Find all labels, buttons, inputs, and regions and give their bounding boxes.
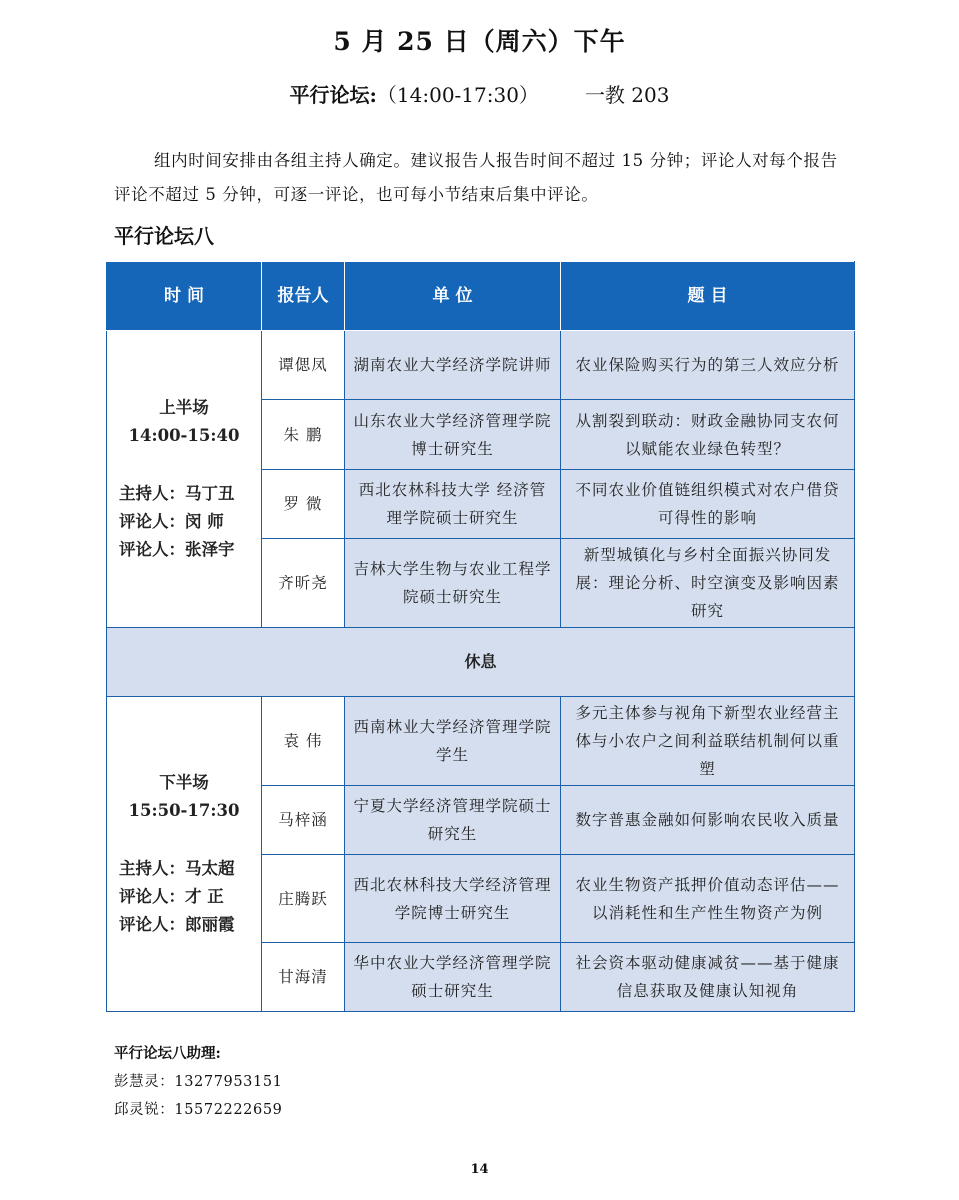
session-commentator: 评论人：才 正: [119, 887, 224, 906]
break-label: 休息: [107, 628, 855, 697]
talk-topic: 不同农业价值链组织模式对农户借贷可得性的影响: [561, 470, 855, 539]
speaker-unit: 西北农林科技大学 经济管理学院硕士研究生: [345, 470, 561, 539]
speaker-name: 甘海清: [262, 943, 345, 1012]
table-row: [107, 331, 855, 400]
talk-topic: 新型城镇化与乡村全面振兴协同发展：理论分析、时空演变及影响因素研究: [561, 539, 855, 628]
speaker-unit: 华中农业大学经济管理学院硕士研究生: [345, 943, 561, 1012]
table-row: [107, 697, 855, 786]
session-name: 上半场: [159, 398, 209, 417]
talk-topic: 从割裂到联动：财政金融协同支农何以赋能农业绿色转型？: [561, 400, 855, 470]
forum-time: （14:00-17:30）: [376, 83, 539, 107]
speaker-name: 罗 微: [262, 470, 345, 539]
speaker-unit: 山东农业大学经济管理学院博士研究生: [345, 400, 561, 470]
session-host: 主持人：马丁丑: [119, 484, 235, 503]
talk-topic: 多元主体参与视角下新型农业经营主体与小农户之间利益联结机制何以重塑: [561, 697, 855, 786]
assistant-contact: 彭慧灵：13277953151: [114, 1074, 283, 1090]
break-row: [107, 628, 855, 697]
assistant-contact: 邱灵锐：15572222659: [114, 1102, 283, 1118]
session-time: 15:50-17:30: [128, 801, 240, 820]
talk-topic: 社会资本驱动健康减贫——基于健康信息获取及健康认知视角: [561, 943, 855, 1012]
forum-label: 平行论坛:: [289, 83, 377, 107]
session-time: 14:00-15:40: [128, 426, 240, 445]
speaker-unit: 西南林业大学经济管理学院学生: [345, 697, 561, 786]
section-heading: 平行论坛八: [114, 224, 214, 248]
speaker-unit: 吉林大学生物与农业工程学院硕士研究生: [345, 539, 561, 628]
session-info-second: [107, 697, 262, 1012]
speaker-name: 马梓涵: [262, 786, 345, 855]
speaker-name: 齐昕尧: [262, 539, 345, 628]
session-host: 主持人：马太超: [119, 859, 235, 878]
session-commentator: 评论人：闵 师: [119, 512, 224, 531]
forum-location: 一教 203: [584, 83, 670, 107]
page-number: 14: [470, 1162, 489, 1177]
header-topic: 题 目: [561, 262, 855, 331]
speaker-name: 朱 鹏: [262, 400, 345, 470]
header-time: 时 间: [107, 262, 262, 331]
talk-topic: 农业生物资产抵押价值动态评估——以消耗性和生产性生物资产为例: [561, 855, 855, 943]
session-name: 下半场: [159, 773, 209, 792]
speaker-unit: 湖南农业大学经济学院讲师: [345, 331, 561, 400]
assistants-block: [114, 1040, 282, 1124]
table-header-row: [107, 262, 855, 331]
intro-paragraph: 组内时间安排由各组主持人确定。建议报告人报告时间不超过 15 分钟；评论人对每个报告评论不超过 5 分钟，可逐一评论，也可每小节结束后集中评论。: [114, 151, 838, 204]
speaker-name: 庄腾跃: [262, 855, 345, 943]
session-commentator: 评论人：郎丽霞: [119, 915, 235, 934]
speaker-unit: 宁夏大学经济管理学院硕士研究生: [345, 786, 561, 855]
header-unit: 单 位: [345, 262, 561, 331]
session-commentator: 评论人：张泽宇: [119, 540, 235, 559]
page-title: 5 月 25 日（周六）下午: [333, 27, 626, 56]
speaker-name: 谭偲凤: [262, 331, 345, 400]
talk-topic: 农业保险购买行为的第三人效应分析: [561, 331, 855, 400]
speaker-name: 袁 伟: [262, 697, 345, 786]
speaker-unit: 西北农林科技大学经济管理学院博士研究生: [345, 855, 561, 943]
schedule-table: [106, 261, 855, 1012]
forum-subtitle: [0, 79, 959, 108]
assistants-title: 平行论坛八助理:: [114, 1045, 221, 1062]
session-info-first: [107, 331, 262, 628]
header-speaker: 报告人: [262, 262, 345, 331]
talk-topic: 数字普惠金融如何影响农民收入质量: [561, 786, 855, 855]
